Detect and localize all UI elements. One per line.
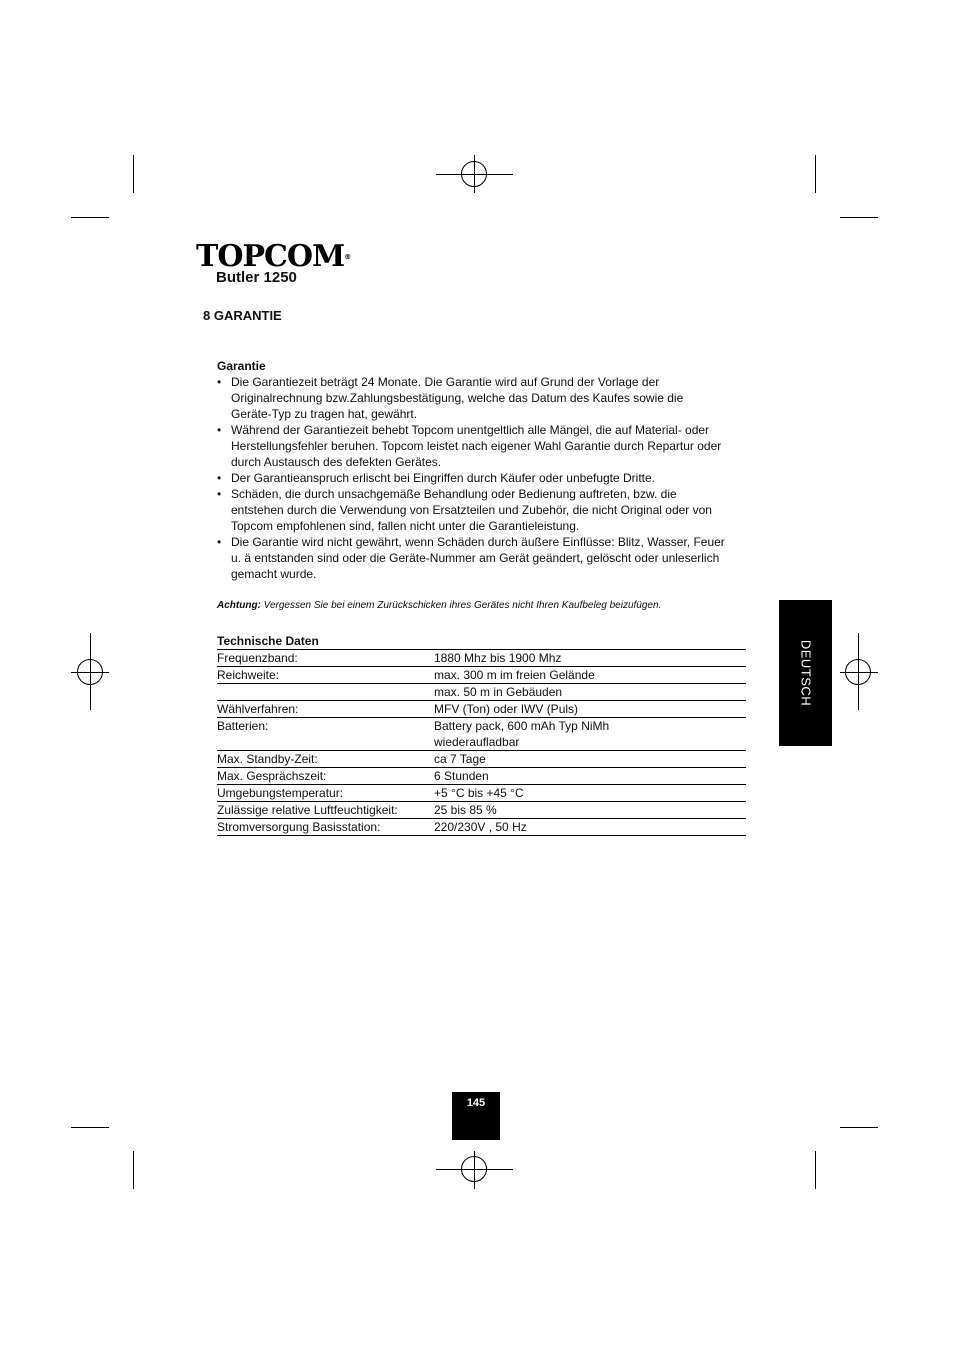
note-label: Achtung: [217, 600, 261, 611]
spec-value [434, 751, 746, 768]
language-tab-label: DEUTSCH [798, 639, 813, 707]
spec-row [217, 819, 746, 836]
spec-key: Max. Standby-Zeit: [217, 751, 434, 768]
spec-value-line: max. 50 m in Gebäuden [434, 685, 563, 699]
spec-row [217, 650, 746, 667]
spec-row [217, 684, 746, 701]
spec-value-line: MFV (Ton) oder IWV (Puls) [434, 702, 579, 716]
spec-key: Wählverfahren: [217, 701, 434, 718]
logo-registered-mark: ® [344, 253, 352, 261]
spec-value [434, 684, 746, 701]
section-title: 8 GARANTIE [203, 308, 282, 323]
page-number: 145 [452, 1092, 500, 1140]
spec-value-line: 1880 Mhz bis 1900 Mhz [434, 651, 562, 665]
warranty-bullet-line: Originalrechnung bzw.Zahlungsbestätigung, welche das Datum des Kaufes sowie die [231, 391, 684, 405]
spec-row [217, 785, 746, 802]
spec-key: Reichweite: [217, 667, 434, 684]
spec-value-line: 220/230V , 50 Hz [434, 820, 527, 834]
spec-value [434, 819, 746, 836]
spec-key: Max. Gesprächszeit: [217, 768, 434, 785]
spec-value-line: +5 °C bis +45 °C [434, 786, 524, 800]
warranty-bullet [217, 470, 745, 486]
note-text: Vergessen Sie bei einem Zurückschicken ihres Gerätes nicht Ihren Kaufbeleg beizufügen. [263, 600, 662, 611]
spec-value [434, 802, 746, 819]
content [217, 358, 745, 836]
spec-row [217, 701, 746, 718]
spec-row [217, 802, 746, 819]
warranty-bullet [217, 486, 745, 534]
spec-row [217, 718, 746, 751]
spec-value-line: ca 7 Tage [434, 752, 486, 766]
warranty-bullet-line: u. ä entstanden sind oder die Geräte-Nummer am Gerät geändert, gelöscht oder unleserlich [231, 551, 720, 565]
spec-value-line: 6 Stunden [434, 769, 489, 783]
warranty-bullet-line: gemacht wurde. [231, 567, 317, 581]
spec-key [217, 684, 434, 701]
spec-value-line: 25 bis 85 % [434, 803, 497, 817]
warranty-bullet-line: Geräte-Typ zu tragen hat, gewährt. [231, 407, 418, 421]
warranty-bullet-line: Herstellungsfehler beruhen. Topcom leistet nach eigener Wahl Garantie durch Repartur oder [231, 439, 722, 453]
spec-key: Batterien: [217, 718, 434, 751]
spec-value [434, 718, 746, 751]
spec-value [434, 701, 746, 718]
spec-value [434, 650, 746, 667]
warranty-bullet-line: Schäden, die durch unsachgemäße Behandlung oder Bedienung auftreten, bzw. die [231, 487, 677, 501]
model-name: Butler 1250 [216, 269, 297, 286]
spec-key: Zulässige relative Luftfeuchtigkeit: [217, 802, 434, 819]
tech-heading: Technische Daten [217, 634, 319, 648]
spec-key: Umgebungstemperatur: [217, 785, 434, 802]
language-tab [779, 600, 832, 746]
spec-key: Frequenzband: [217, 650, 434, 667]
warranty-heading: Garantie [217, 359, 266, 373]
note [217, 599, 745, 613]
spec-row [217, 768, 746, 785]
spec-value-line: wiederaufladbar [434, 735, 520, 749]
warranty-bullet-line: Während der Garantiezeit behebt Topcom unentgeltlich alle Mängel, die auf Material- oder [231, 423, 710, 437]
warranty-list [217, 374, 745, 582]
warranty-bullet [217, 422, 745, 470]
spec-value [434, 768, 746, 785]
spec-value-line: max. 300 m im freien Gelände [434, 668, 595, 682]
warranty-bullet-line: durch Austausch des defekten Gerätes. [231, 455, 442, 469]
warranty-bullet-line: entstehen durch die Verwendung von Ersatzteilen und Zubehör, die nicht Original oder von [231, 503, 712, 517]
spec-row [217, 751, 746, 768]
warranty-bullet-line: Der Garantieanspruch erlischt bei Eingriffen durch Käufer oder unbefugte Dritte. [231, 471, 656, 485]
spec-value [434, 785, 746, 802]
spec-row [217, 667, 746, 684]
warranty-bullet-line: Die Garantiezeit beträgt 24 Monate. Die Garantie wird auf Grund der Vorlage der [231, 375, 660, 389]
warranty-bullet-line: Die Garantie wird nicht gewährt, wenn Schäden durch äußere Einflüsse: Blitz, Wasser, Feuer [231, 535, 725, 549]
spec-value [434, 667, 746, 684]
logo-text: TOPCOM [196, 239, 345, 274]
spec-key: Stromversorgung Basisstation: [217, 819, 434, 836]
spec-table [217, 649, 746, 836]
spec-value-line: Battery pack, 600 mAh Typ NiMh [434, 719, 610, 733]
warranty-bullet [217, 534, 745, 582]
warranty-bullet [217, 374, 745, 422]
warranty-bullet-line: Topcom empfohlenen sind, fallen nicht unter die Garantieleistung. [231, 519, 580, 533]
